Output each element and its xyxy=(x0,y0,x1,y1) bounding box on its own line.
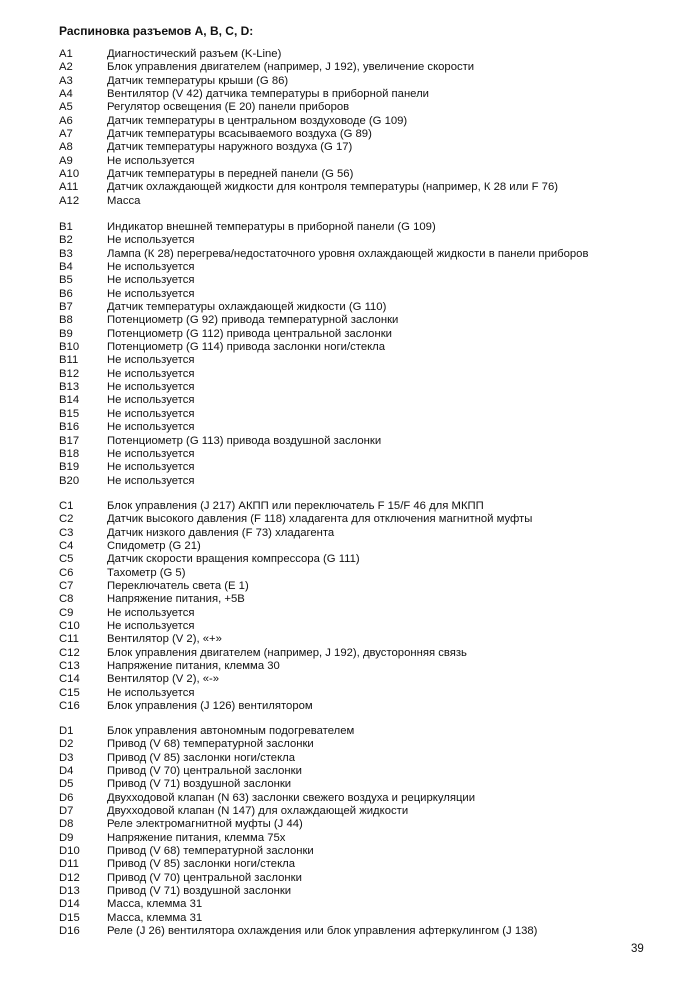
pin-description: Не используется xyxy=(107,461,195,474)
pin-description: Блок управления автономным подогревателем xyxy=(107,725,355,737)
pin-label: C6 xyxy=(59,566,74,579)
pin-label: D4 xyxy=(59,765,74,778)
pin-description: Масса xyxy=(107,194,141,207)
page-title: Распиновка разъемов A, B, C, D: xyxy=(59,24,254,38)
pin-description: Не используется xyxy=(107,620,195,633)
pin-label: D8 xyxy=(59,818,74,831)
pin-row xyxy=(59,301,679,314)
pin-description: Блок управления (J 126) вентилятором xyxy=(107,700,313,713)
pin-description: Масса, клемма 31 xyxy=(107,898,203,911)
pin-row xyxy=(59,248,679,261)
pin-label: B20 xyxy=(59,474,80,487)
pin-description: Не используется xyxy=(107,686,195,699)
pin-row xyxy=(59,328,679,341)
pin-label: B18 xyxy=(59,447,80,460)
pin-row xyxy=(59,408,679,421)
pin-row xyxy=(59,500,679,513)
pin-description: Регулятор освещения (E 20) панели приборов xyxy=(107,101,350,114)
pin-row xyxy=(59,61,679,74)
pin-row xyxy=(59,274,679,287)
pin-label: C3 xyxy=(59,526,74,539)
pin-description: Датчик температуры охлаждающей жидкости (G 110) xyxy=(107,301,387,314)
pin-label: D5 xyxy=(59,778,74,791)
pin-row xyxy=(59,195,679,208)
pin-row xyxy=(59,885,679,898)
connector-a-list xyxy=(59,48,679,208)
pin-description: Не используется xyxy=(107,407,195,420)
pin-row xyxy=(59,567,679,580)
pin-row xyxy=(59,580,679,593)
pin-description: Датчик температуры крыши (G 86) xyxy=(107,74,289,87)
pin-label: C2 xyxy=(59,513,74,526)
pin-row xyxy=(59,435,679,448)
pin-label: C10 xyxy=(59,620,80,633)
pin-row xyxy=(59,738,679,751)
pin-label: B5 xyxy=(59,274,73,287)
pin-row xyxy=(59,75,679,88)
pin-label: C5 xyxy=(59,553,74,566)
pin-row xyxy=(59,261,679,274)
pin-description: Тахометр (G 5) xyxy=(107,566,186,579)
pin-row xyxy=(59,647,679,660)
pin-description: Блок управления двигателем (например, J 192), двусторонняя связь xyxy=(107,646,467,659)
pin-description: Датчик низкого давления (F 73) хладагента xyxy=(107,526,335,539)
pin-description: Датчик температуры в центральном воздуховоде (G 109) xyxy=(107,114,408,127)
pin-row xyxy=(59,725,679,738)
pin-row xyxy=(59,88,679,101)
pin-row xyxy=(59,513,679,526)
pin-description: Не используется xyxy=(107,394,195,407)
pin-row xyxy=(59,858,679,871)
pin-label: A6 xyxy=(59,114,73,127)
pin-description: Лампа (К 28) перегрева/недостаточного уровня охлаждающей жидкости в панели приборов xyxy=(107,247,589,260)
pin-label: B3 xyxy=(59,247,73,260)
pin-description: Не используется xyxy=(107,274,195,287)
pin-description: Не используется xyxy=(107,606,195,619)
pin-row xyxy=(59,872,679,885)
pin-label: D11 xyxy=(59,858,79,871)
pin-label: B7 xyxy=(59,301,73,314)
connector-d-list xyxy=(59,725,679,939)
pin-label: A1 xyxy=(59,48,73,60)
pin-label: C11 xyxy=(59,633,79,646)
pin-row xyxy=(59,341,679,354)
pin-row xyxy=(59,818,679,831)
pin-row xyxy=(59,354,679,367)
pin-row xyxy=(59,394,679,407)
pin-description: Потенциометр (G 112) привода центральной заслонки xyxy=(107,327,392,340)
pin-description: Потенциометр (G 113) привода воздушной заслонки xyxy=(107,434,382,447)
pin-row xyxy=(59,368,679,381)
pin-row xyxy=(59,421,679,434)
pin-row xyxy=(59,168,679,181)
pin-label: B13 xyxy=(59,381,80,394)
pin-description: Не используется xyxy=(107,474,195,487)
pin-label: D12 xyxy=(59,871,80,884)
pin-label: D3 xyxy=(59,751,74,764)
pin-row xyxy=(59,792,679,805)
pin-description: Масса, клемма 31 xyxy=(107,911,203,924)
pin-description: Диагностический разъем (K-Line) xyxy=(107,48,282,60)
pin-label: D7 xyxy=(59,805,74,818)
pin-label: C15 xyxy=(59,686,80,699)
pin-description: Не используется xyxy=(107,154,195,167)
pin-description: Напряжение питания, клемма 75x xyxy=(107,831,286,844)
pin-row xyxy=(59,48,679,61)
pin-row xyxy=(59,593,679,606)
pin-description: Реле электромагнитной муфты (J 44) xyxy=(107,818,303,831)
pin-label: A3 xyxy=(59,74,73,87)
pin-label: B1 xyxy=(59,221,73,233)
pin-label: D16 xyxy=(59,925,80,938)
pin-description: Датчик температуры всасываемого воздуха (G 89) xyxy=(107,128,372,141)
pin-row xyxy=(59,553,679,566)
pin-description: Не используется xyxy=(107,287,195,300)
pin-label: A8 xyxy=(59,141,73,154)
pin-row xyxy=(59,314,679,327)
pin-description: Не используется xyxy=(107,421,195,434)
pin-description: Датчик температуры наружного воздуха (G 17) xyxy=(107,141,353,154)
pin-label: B11 xyxy=(59,354,79,367)
pin-row xyxy=(59,673,679,686)
pin-row xyxy=(59,115,679,128)
pin-label: D1 xyxy=(59,725,74,737)
pin-description: Вентилятор (V 2), «+» xyxy=(107,633,222,646)
pin-row xyxy=(59,633,679,646)
pin-row xyxy=(59,540,679,553)
pin-row xyxy=(59,381,679,394)
pin-label: A10 xyxy=(59,168,80,181)
pin-description: Спидометр (G 21) xyxy=(107,540,201,553)
pin-description: Привод (V 85) заслонки ноги/стекла xyxy=(107,751,296,764)
pin-row xyxy=(59,832,679,845)
pin-row xyxy=(59,805,679,818)
pin-label: A7 xyxy=(59,128,73,141)
pin-label: C12 xyxy=(59,646,80,659)
pin-row xyxy=(59,912,679,925)
pin-description: Вентилятор (V 2), «-» xyxy=(107,673,220,686)
pin-row xyxy=(59,898,679,911)
pin-description: Привод (V 68) температурной заслонки xyxy=(107,738,314,751)
pin-label: A11 xyxy=(59,181,79,194)
pin-label: B4 xyxy=(59,261,73,274)
pin-row xyxy=(59,687,679,700)
pin-description: Привод (V 70) центральной заслонки xyxy=(107,765,302,778)
pin-label: D10 xyxy=(59,845,80,858)
pin-row xyxy=(59,765,679,778)
pin-label: A9 xyxy=(59,154,73,167)
pin-row xyxy=(59,288,679,301)
pin-description: Не используется xyxy=(107,354,195,367)
pin-row xyxy=(59,607,679,620)
pin-description: Датчик температуры в передней панели (G 56) xyxy=(107,168,354,181)
pin-label: B9 xyxy=(59,327,73,340)
pin-description: Не используется xyxy=(107,381,195,394)
pin-description: Датчик скорости вращения компрессора (G 111) xyxy=(107,553,360,566)
pin-label: B16 xyxy=(59,421,80,434)
pin-label: A4 xyxy=(59,88,73,101)
pin-row xyxy=(59,660,679,673)
pin-row xyxy=(59,752,679,765)
pin-description: Двухходовой клапан (N 63) заслонки свежего воздуха и рециркуляции xyxy=(107,791,476,804)
pin-label: B12 xyxy=(59,367,80,380)
pin-label: C1 xyxy=(59,500,74,512)
pin-description: Не используется xyxy=(107,261,195,274)
connector-b-list xyxy=(59,221,679,488)
pin-description: Потенциометр (G 92) привода температурной заслонки xyxy=(107,314,399,327)
pin-label: C9 xyxy=(59,606,74,619)
pin-label: B17 xyxy=(59,434,80,447)
pin-description: Двухходовой клапан (N 147) для охлаждающей жидкости xyxy=(107,805,409,818)
pin-row xyxy=(59,234,679,247)
pin-label: A12 xyxy=(59,194,80,207)
pin-description: Датчик охлаждающей жидкости для контроля температуры (например, К 28 или F 76) xyxy=(107,181,558,194)
pin-label: C7 xyxy=(59,580,74,593)
pin-row xyxy=(59,925,679,938)
pin-label: B19 xyxy=(59,461,80,474)
page-number: 39 xyxy=(631,943,644,955)
pin-row xyxy=(59,101,679,114)
pin-row xyxy=(59,128,679,141)
pin-label: B8 xyxy=(59,314,73,327)
pin-row xyxy=(59,620,679,633)
pin-description: Не используется xyxy=(107,367,195,380)
pin-label: C13 xyxy=(59,660,80,673)
pin-description: Привод (V 68) температурной заслонки xyxy=(107,845,314,858)
pin-label: C14 xyxy=(59,673,80,686)
pin-label: D14 xyxy=(59,898,80,911)
pin-row xyxy=(59,700,679,713)
connector-c-list xyxy=(59,500,679,714)
pin-description: Вентилятор (V 42) датчика температуры в приборной панели xyxy=(107,88,429,101)
pin-row xyxy=(59,461,679,474)
pin-row xyxy=(59,448,679,461)
pin-row xyxy=(59,181,679,194)
pin-description: Реле (J 26) вентилятора охлаждения или блок управления афтеркулингом (J 138) xyxy=(107,925,538,938)
pin-label: D15 xyxy=(59,911,80,924)
pin-description: Не используется xyxy=(107,234,195,247)
pin-label: A2 xyxy=(59,61,73,74)
pin-label: C16 xyxy=(59,700,80,713)
pin-description: Напряжение питания, клемма 30 xyxy=(107,660,280,673)
pin-description: Индикатор внешней температуры в приборной панели (G 109) xyxy=(107,221,436,233)
pin-description: Переключатель света (E 1) xyxy=(107,580,249,593)
pin-row xyxy=(59,527,679,540)
pin-description: Не используется xyxy=(107,447,195,460)
pin-label: D13 xyxy=(59,885,80,898)
pin-row xyxy=(59,141,679,154)
pin-row xyxy=(59,475,679,488)
pin-label: B6 xyxy=(59,287,73,300)
pin-label: D6 xyxy=(59,791,74,804)
pin-description: Привод (V 70) центральной заслонки xyxy=(107,871,302,884)
pin-description: Датчик высокого давления (F 118) хладагента для отключения магнитной муфты xyxy=(107,513,533,526)
pin-label: A5 xyxy=(59,101,73,114)
pin-description: Напряжение питания, +5В xyxy=(107,593,245,606)
pin-row xyxy=(59,221,679,234)
pin-label: D2 xyxy=(59,738,74,751)
pin-row xyxy=(59,155,679,168)
pin-label: C8 xyxy=(59,593,74,606)
pin-description: Потенциометр (G 114) привода заслонки ноги/стекла xyxy=(107,341,386,354)
pin-description: Привод (V 71) воздушной заслонки xyxy=(107,885,292,898)
pin-label: C4 xyxy=(59,540,74,553)
pin-row xyxy=(59,845,679,858)
pin-row xyxy=(59,778,679,791)
pin-label: B15 xyxy=(59,407,80,420)
pin-description: Привод (V 85) заслонки ноги/стекла xyxy=(107,858,296,871)
pin-label: D9 xyxy=(59,831,74,844)
pin-description: Блок управления двигателем (например, J 192), увеличение скорости xyxy=(107,61,475,74)
pin-description: Привод (V 71) воздушной заслонки xyxy=(107,778,292,791)
pin-description: Блок управления (J 217) АКПП или переключатель F 15/F 46 для МКПП xyxy=(107,500,484,512)
pin-label: B14 xyxy=(59,394,80,407)
pin-label: B10 xyxy=(59,341,80,354)
pin-label: B2 xyxy=(59,234,73,247)
